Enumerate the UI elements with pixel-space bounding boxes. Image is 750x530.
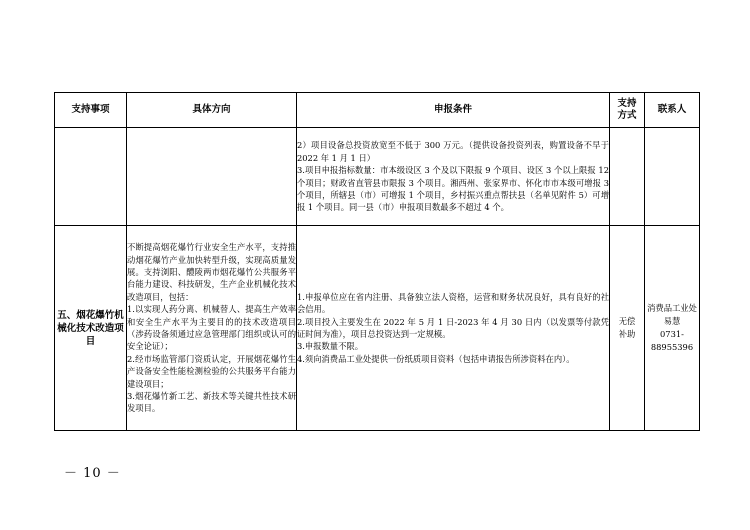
- direction-line: 不断提高烟花爆竹行业安全生产水平，支持推动烟花爆竹产业加快转型升级，实现高质量发展。支持浏阳、醴陵两市烟花爆竹公共服务平台能力建设、科技研发，生产企业机械化技术改造项目，包括：: [127, 242, 296, 302]
- table-row: [55, 128, 700, 226]
- mode-line1: 无偿: [618, 316, 636, 326]
- mode-line2: 补助: [618, 329, 636, 339]
- support-table: [54, 92, 700, 431]
- row1-item-cell: [55, 128, 127, 226]
- row2-conditions-cell: [297, 226, 610, 431]
- condition-line: 2）项目设备总投资放宽至不低于 300 万元。（提供设备投资列表，购置设备不早于 2022 年 1 月 1 日）: [297, 140, 609, 163]
- table-row: [55, 226, 700, 431]
- row2-direction-cell: [127, 226, 297, 431]
- direction-line: 1.以实现人药分离、机械替人、提高生产效率和安全生产水平为主要目的的技术改造项目（涉药设备须通过应急管理部门组织或认可的安全论证）；: [127, 304, 296, 352]
- header-mode: [610, 93, 645, 128]
- header-mode-line1: 支持: [617, 98, 637, 109]
- header-conditions: 申报条件: [297, 93, 610, 128]
- row2-mode-cell: [610, 226, 645, 431]
- direction-line: 3.烟花爆竹新工艺、新技术等关键共性技术研发项目。: [127, 391, 296, 414]
- page-number: － 10 －: [64, 466, 121, 481]
- header-mode-line2: 方式: [617, 110, 637, 121]
- contact-phone: 0731-88955396: [650, 329, 694, 352]
- row2-contact-cell: [645, 226, 700, 431]
- condition-line: 2.项目投入主要发生在 2022 年 5 月 1 日-2023 年 4 月 30 日内（以发票等付款凭证时间为准），项目总投资达到一定规模。: [297, 316, 609, 339]
- row1-contact-cell: [645, 128, 700, 226]
- contact-name: 易慧: [663, 316, 681, 326]
- header-item: 支持事项: [55, 93, 127, 128]
- condition-line: 4.须向消费品工业处提供一份纸质项目资料（包括申请报告所涉资料在内）。: [297, 353, 575, 364]
- row1-conditions-cell: [297, 128, 610, 226]
- row2-item-cell: 五、烟花爆竹机械化技术改造项目: [55, 226, 127, 431]
- row1-direction-cell: [127, 128, 297, 226]
- condition-line: 3.申报数量不限。: [297, 341, 363, 352]
- condition-line: 1.申报单位应在省内注册、具备独立法人资格，运营和财务状况良好，具有良好的社会信用。: [297, 291, 609, 315]
- table-header-row: [55, 93, 700, 128]
- header-direction: 具体方向: [127, 93, 297, 128]
- header-contact: 联系人: [645, 93, 700, 128]
- condition-line: 3.项目申报指标数量：市本级设区 3 个及以下限报 9 个项目、设区 3 个以上限报 12 个项目；财政省直管县市限报 3 个项目。湘西州、张家界市、怀化市市本级可增报 3 个项目，所辖县（市）可增报 1 个项目，乡村振兴重点帮扶县（名单见附件 5）可增报 1 个项目。同一县（市）申报项目数最多不超过 4 个。: [297, 165, 609, 213]
- direction-line: 2.经市场监管部门资质认定，开展烟花爆竹生产设备安全性能检测检验的公共服务平台能力建设项目；: [127, 353, 296, 389]
- row1-mode-cell: [610, 128, 645, 226]
- contact-department: 消费品工业处: [647, 303, 697, 313]
